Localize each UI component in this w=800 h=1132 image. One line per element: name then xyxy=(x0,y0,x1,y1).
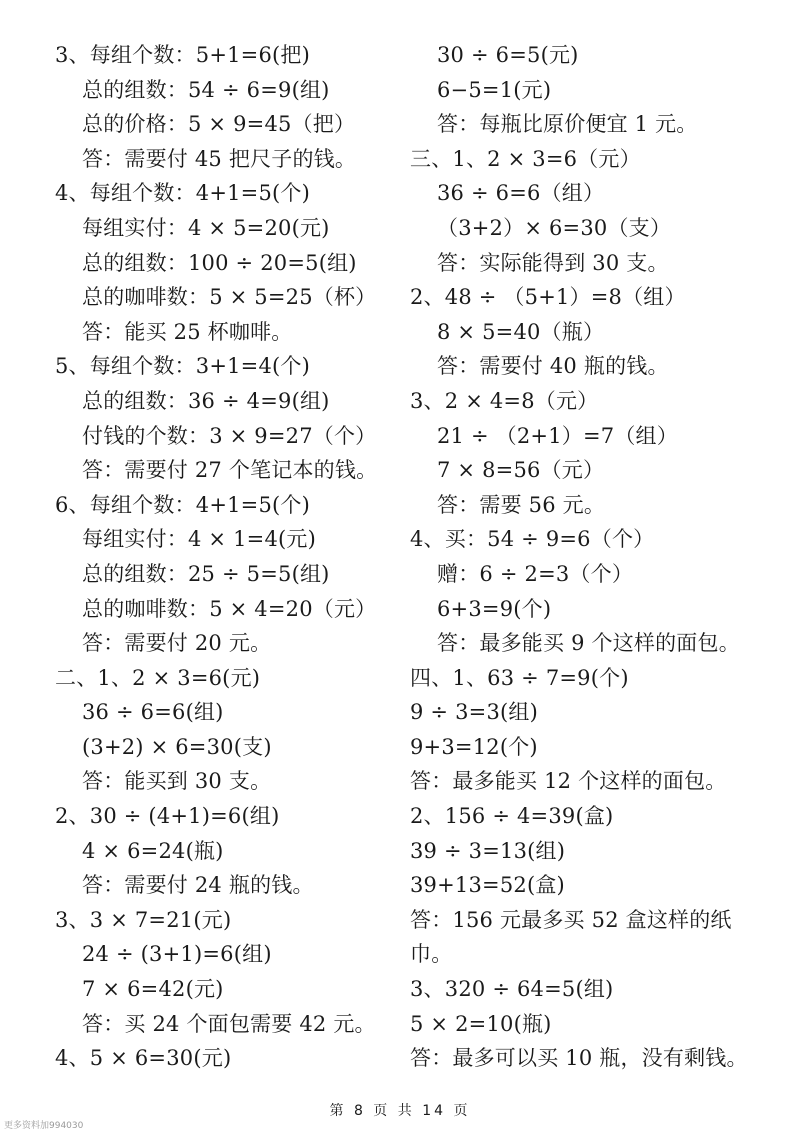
answer-line: 总的组数：36 ÷ 4=9(组) xyxy=(82,388,330,413)
answer-line: 二、1、2 × 3=6(元) xyxy=(55,665,261,690)
right-column xyxy=(410,38,795,1076)
answer-line: 答：需要付 27 个笔记本的钱。 xyxy=(82,458,378,483)
page-footer: 第 8 页 共 14 页 xyxy=(329,1103,471,1119)
answer-line: 6−5=1(元) xyxy=(437,77,552,102)
answer-line: 答：每瓶比原价便宜 1 元。 xyxy=(437,112,698,137)
answer-line: 36 ÷ 6=6（组） xyxy=(437,181,605,206)
answer-line: 6+3=9(个) xyxy=(437,596,552,621)
answer-line: 4、5 × 6=30(元) xyxy=(55,1046,232,1071)
answer-line: 赠：6 ÷ 2=3（个） xyxy=(437,561,634,586)
answer-line: 39+13=52(盒) xyxy=(410,873,565,898)
answer-line: 3、2 × 4=8（元） xyxy=(410,388,599,413)
answer-line: 4 × 6=24(瓶) xyxy=(82,838,224,863)
answer-line: 30 ÷ 6=5(元) xyxy=(437,43,579,67)
answer-line: 总的组数：100 ÷ 20=5(组) xyxy=(82,250,357,275)
answer-line: 4、买：54 ÷ 9=6（个） xyxy=(410,527,655,552)
answer-line: 3、3 × 7=21(元) xyxy=(55,907,232,932)
answer-line: 答：最多能买 12 个这样的面包。 xyxy=(410,769,727,794)
answer-line: 三、1、2 × 3=6（元） xyxy=(410,146,641,171)
answer-line: 8 × 5=40（瓶） xyxy=(437,319,605,344)
answer-line: 答：156 元最多买 52 盒这样的纸 xyxy=(410,907,732,932)
answer-line: (3+2) × 6=30(支) xyxy=(82,734,272,759)
answer-line: 答：能买 25 杯咖啡。 xyxy=(82,319,293,344)
answer-line: 每组实付：4 × 1=4(元) xyxy=(82,527,317,552)
answer-line: （3+2）× 6=30（支） xyxy=(437,215,672,240)
answer-line: 2、30 ÷ (4+1)=6(组) xyxy=(55,804,280,829)
answer-line: 总的组数：25 ÷ 5=5(组) xyxy=(82,561,330,586)
answer-line: 答：需要 56 元。 xyxy=(437,492,606,517)
answer-line: 3、320 ÷ 64=5(组) xyxy=(410,977,614,1002)
answer-line: 36 ÷ 6=6(组) xyxy=(82,700,224,725)
left-column xyxy=(55,38,400,1076)
answer-line: 4、每组个数：4+1=5(个) xyxy=(55,181,311,206)
answer-line: 6、每组个数：4+1=5(个) xyxy=(55,492,311,517)
answer-line: 9 ÷ 3=3(组) xyxy=(410,700,539,725)
answer-line: 5、每组个数：3+1=4(个) xyxy=(55,354,311,379)
answer-line: 总的价格：5 × 9=45（把） xyxy=(82,112,356,137)
answer-line: 7 × 6=42(元) xyxy=(82,977,224,1002)
answer-line: 答：买 24 个面包需要 42 元。 xyxy=(82,1011,376,1036)
answer-line: 总的咖啡数：5 × 4=20（元） xyxy=(82,596,377,621)
answer-line: 总的咖啡数：5 × 5=25（杯） xyxy=(82,285,377,310)
answer-line: 39 ÷ 3=13(组) xyxy=(410,838,566,863)
answer-line: 答：需要付 24 瓶的钱。 xyxy=(82,873,314,898)
answer-line: 2、48 ÷ （5+1）=8（组） xyxy=(410,285,686,310)
answer-line: 四、1、63 ÷ 7=9(个) xyxy=(410,665,629,690)
answer-line: 9+3=12(个) xyxy=(410,734,538,759)
answer-line: 答：需要付 20 元。 xyxy=(82,631,272,656)
answer-line: 每组实付：4 × 5=20(元) xyxy=(82,215,330,240)
answer-line: 3、每组个数：5+1=6(把) xyxy=(55,43,311,67)
answer-line: 21 ÷ （2+1）=7（组） xyxy=(437,423,678,448)
answer-line: 付钱的个数：3 × 9=27（个） xyxy=(82,423,377,448)
answer-line: 答：最多能买 9 个这样的面包。 xyxy=(437,631,740,656)
answer-line: 答：能买到 30 支。 xyxy=(82,769,272,794)
answer-line: 巾。 xyxy=(410,942,453,967)
answer-line: 7 × 8=56（元） xyxy=(437,458,605,483)
watermark-text: 更多资料加994030 xyxy=(4,1121,84,1131)
answer-line: 24 ÷ (3+1)=6(组) xyxy=(82,942,272,967)
answer-line: 答：需要付 45 把尺子的钱。 xyxy=(82,146,357,171)
answer-line: 答：最多可以买 10 瓶，没有剩钱。 xyxy=(410,1046,748,1071)
answer-line: 5 × 2=10(瓶) xyxy=(410,1011,552,1036)
answer-line: 答：需要付 40 瓶的钱。 xyxy=(437,354,669,379)
answer-line: 答：实际能得到 30 支。 xyxy=(437,250,669,275)
answer-line: 总的组数：54 ÷ 6=9(组) xyxy=(82,77,330,102)
answer-line: 2、156 ÷ 4=39(盒) xyxy=(410,804,614,829)
